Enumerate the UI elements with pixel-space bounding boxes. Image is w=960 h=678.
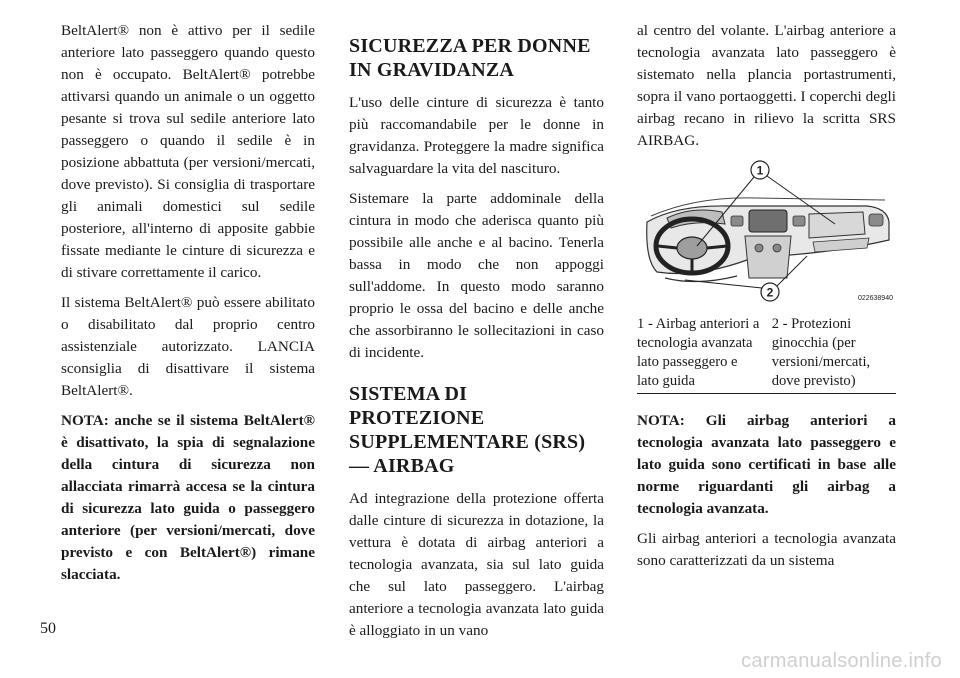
column-left [61, 20, 315, 594]
pregnancy-safety-heading: SICUREZZA PER DONNE IN GRAVIDANZA [349, 35, 591, 81]
air-vent-center-left [731, 216, 743, 226]
caption-2: 2 - Protezioni ginocchia (per versioni/mercati, dove previsto) [771, 316, 871, 389]
console-knob-right [773, 244, 781, 252]
dashboard-airbag-figure [637, 160, 896, 305]
air-vent-right [869, 214, 883, 226]
steering-spoke-right [707, 246, 727, 248]
beltalert-enable-paragraph: Il sistema BeltAlert® può essere abilitato o disabilitato dal proprio centro assistenziale autorizzato. LANCIA sconsiglia di disattivare il sistema BeltAlert®. [61, 294, 315, 399]
figure-captions [637, 315, 896, 394]
column-middle [349, 20, 604, 650]
caption-1: 1 - Airbag anteriori a tecnologia avanzata lato passeggero e lato guida [637, 316, 760, 389]
srs-airbag-heading: SISTEMA DI PROTEZIONE SUPPLEMENTARE (SRS) — AIRBAG [349, 383, 586, 477]
figure-code: 022638940 [857, 295, 893, 302]
steering-hub-airbag [677, 237, 707, 259]
knee-protection-panel [665, 276, 737, 282]
air-vent-center-right [793, 216, 805, 226]
steering-spoke-left [658, 246, 677, 248]
callout-1-label: 1 [756, 163, 764, 178]
airbag-system-paragraph: Gli airbag anteriori a tecnologia avanzata sono caratterizzati da un sistema [637, 530, 896, 569]
pregnancy-paragraph-2: Sistemare la parte addominale della cintura in modo che aderisca quanto più possibile alle anche e al bacino. Tenerla bassa in modo che non appoggi sull'addome. In questo modo saranno proprio le ossa del bacino e delle anche che assorbiranno le sollecitazioni in caso di incidente. [349, 190, 604, 361]
callout-2-label: 2 [766, 285, 774, 300]
beltalert-note: NOTA: anche se il sistema BeltAlert® è disattivato, la spia di segnalazione della cintura di sicurezza non allacciata rimarrà accesa se la cintura di sicurezza lato guida o passeggero anteriore (per versioni/mercati, dove previsto e con BeltAlert®) rimane slacciata. [61, 412, 315, 583]
pregnancy-paragraph-1: L'uso delle cinture di sicurezza è tanto più raccomandabile per le donne in gravidanza. Proteggere la madre significa salvaguardare la vita del nascituro. [349, 94, 604, 177]
airbag-location-paragraph: al centro del volante. L'airbag anteriore a tecnologia avanzata lato passeggero è sistemato nella plancia portastrumenti, sopra il vano portaoggetti. I coperchi degli airbag recano in rilievo la scritta SRS AIRBAG. [637, 22, 896, 149]
airbag-certification-note: NOTA: Gli airbag anteriori a tecnologia avanzata lato passeggero e lato guida sono certificati in base alle norme riguardanti gli airbag a tecnologia avanzata. [637, 412, 896, 517]
callout-2-line-left [685, 280, 762, 288]
passenger-airbag-cover [809, 212, 865, 238]
beltalert-paragraph: BeltAlert® non è attivo per il sedile anteriore lato passeggero quando questo non è occupato. BeltAlert® potrebbe attivarsi quando un animale o un oggetto pesante si trova sul sedile anteriore lato passeggero o quando il sedile è in posizione abbattuta (per versioni/mercati, dove previsto). Si consiglia di trasportare gli animali domestici sul sedile posteriore, all'interno di apposite gabbie fissate mediante le cinture di sicurezza e di stivare correttamente il carico. [61, 22, 315, 281]
console-knob-left [755, 244, 763, 252]
page-number: 50 [40, 620, 56, 637]
watermark: carmanualsonline.info [741, 650, 942, 672]
column-right [637, 20, 896, 580]
dashboard-illustration [637, 160, 896, 305]
srs-paragraph: Ad integrazione della protezione offerta dalle cinture di sicurezza in dotazione, la vettura è dotata di airbag anteriori a tecnologia avanzata, sia sul lato guida che sul lato passeggero. L'airbag anteriore a tecnologia avanzata lato guida è alloggiato in un vano [349, 490, 604, 639]
center-screen [749, 210, 787, 232]
center-console [745, 236, 791, 278]
